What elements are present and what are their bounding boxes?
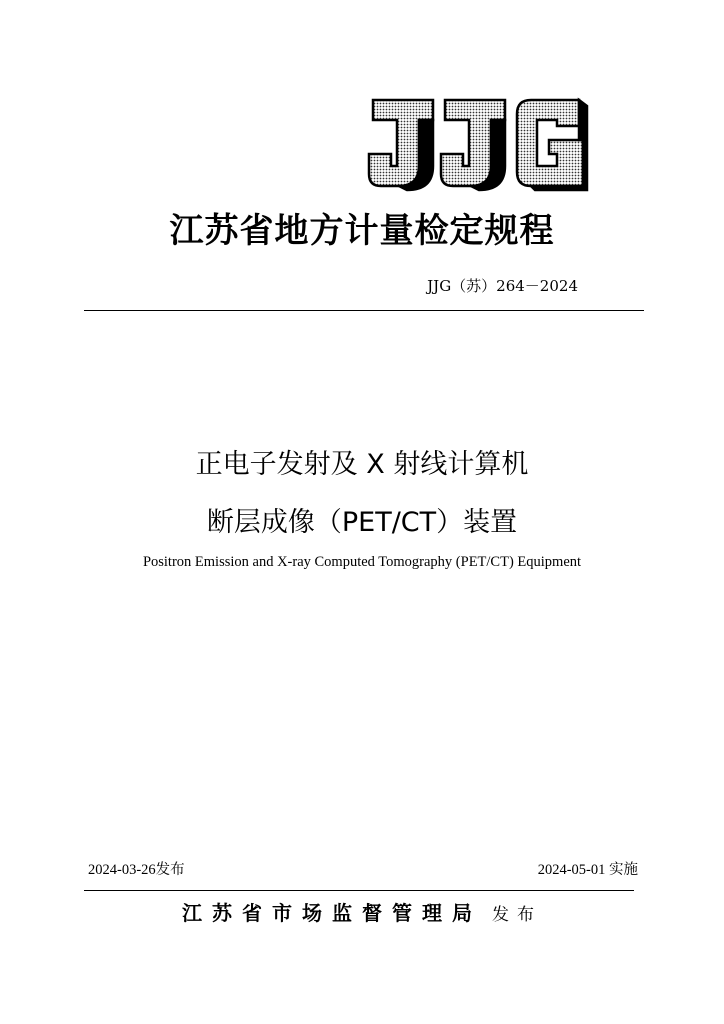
document-number: JJG（苏）264－2024 <box>427 277 578 295</box>
document-title-line-2: 断层成像（PET/CT）装置 <box>206 507 518 538</box>
bottom-divider <box>84 890 634 891</box>
series-title: 江苏省地方计量检定规程 <box>169 211 555 251</box>
implementation-date: 2024-05-01 实施 <box>537 862 638 878</box>
publisher-name: 江苏省市场监督管理局 <box>182 901 482 925</box>
publish-action: 发布 <box>492 905 542 925</box>
document-title-english: Positron Emission and X-ray Computed Tomography (PET/CT) Equipment <box>142 554 582 570</box>
publisher-line <box>0 899 724 929</box>
jjg-logo-icon <box>367 96 589 192</box>
top-divider <box>84 310 644 311</box>
issue-date: 2024-03-26发布 <box>88 862 185 878</box>
document-title-line-1: 正电子发射及 X 射线计算机 <box>195 449 529 480</box>
